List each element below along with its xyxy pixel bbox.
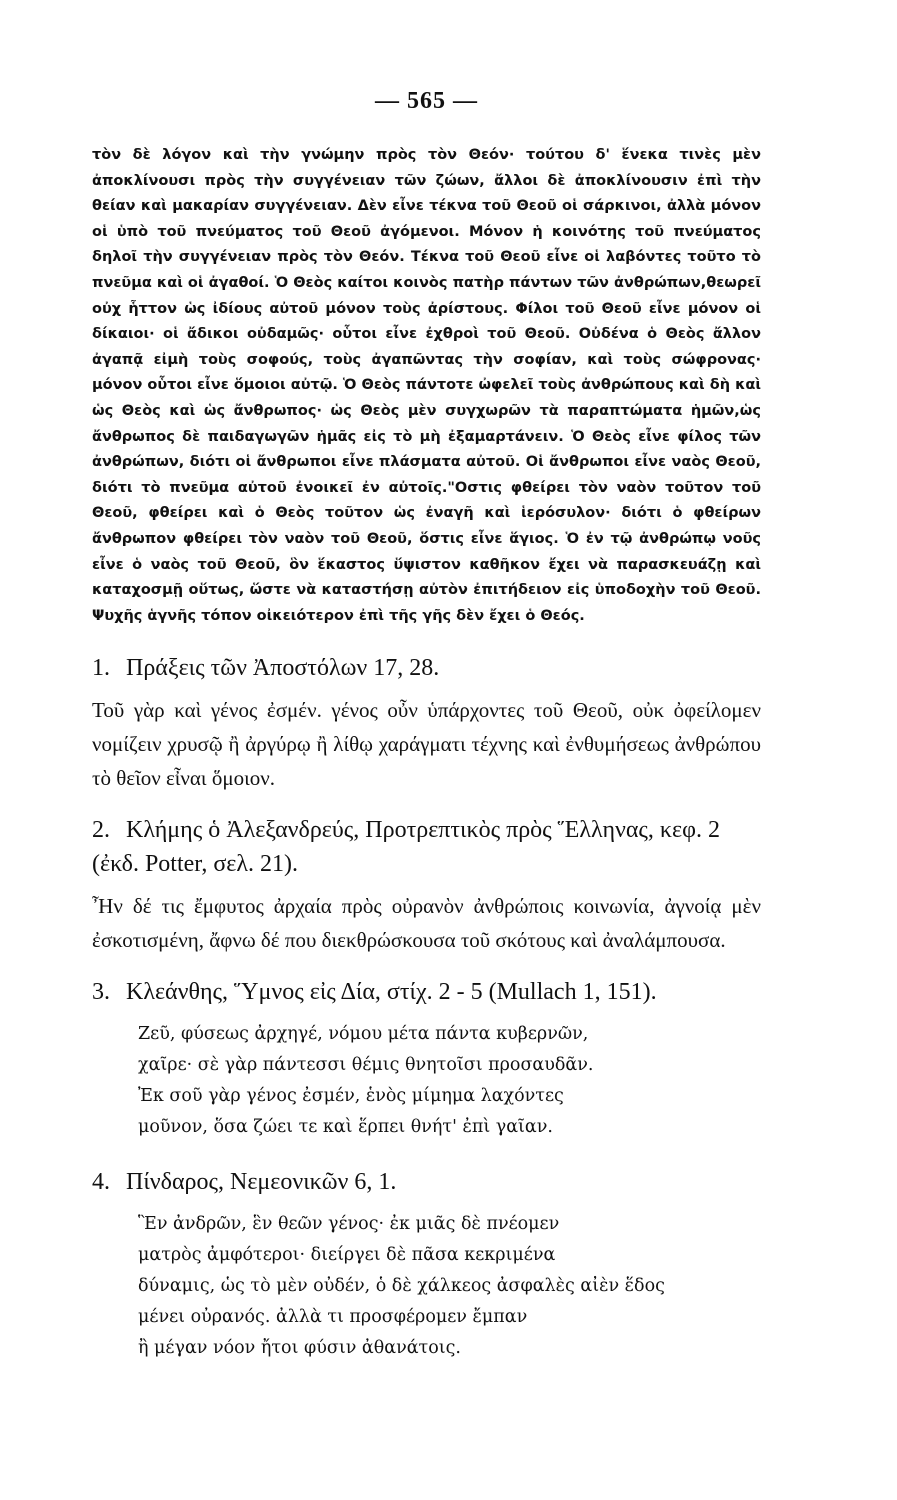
- citation-title: Κλήμης ὁ Ἀλεξανδρεύς, Προτρεπτικὸς πρὸς Ἕλληνας, κεφ. 2 (ἐκδ. Potter, σελ. 21).: [92, 817, 720, 878]
- verse-line: Ἓν ἀνδρῶν, ἓν θεῶν γένος· ἐκ μιᾶς δὲ πνέομεν: [138, 1214, 560, 1235]
- citation-section-2: [92, 813, 761, 957]
- citation-section-1: [92, 651, 761, 795]
- citation-text: Τοῦ γὰρ καὶ γένος ἐσμέν. γένος οὖν ὑπάρχοντες τοῦ Θεοῦ, οὐκ ὀφείλομεν νομίζειν χρυσῷ ἢ ἀργύρῳ ἢ λίθῳ χαράγματι τέχνης καὶ ἐνθυμήσεως ἀνθρώπου τὸ θεῖον εἶναι ὅμοιον.: [92, 698, 761, 791]
- citation-heading: [92, 1165, 761, 1199]
- verse-line: Ζεῦ, φύσεως ἀρχηγέ, νόμου μέτα πάντα κυβερνῶν,: [138, 1024, 589, 1045]
- citation-title: Κλεάνθης, Ὕμνος εἰς Δία, στίχ. 2 - 5 (Mullach 1, 151).: [126, 979, 657, 1006]
- citation-number: 3.: [92, 979, 110, 1006]
- citation-text: Ἦν δέ τις ἔμφυτος ἀρχαία πρὸς οὐρανὸν ἀνθρώποις κοινωνία, ἀγνοίᾳ μὲν ἐσκοτισμένη, ἄφνω δέ που διεκθρώσκουσα τοῦ σκότους καὶ ἀναλάμπουσα.: [92, 894, 761, 953]
- verse-line: μένει οὐρανός. ἀλλὰ τι προσφέρομεν ἔμπαν: [138, 1307, 528, 1328]
- citation-section-3: [92, 975, 761, 1143]
- verse-line: δύναμις, ὡς τὸ μὲν οὐδέν, ὁ δὲ χάλκεος ἀσφαλὲς αἰὲν ἕδος: [138, 1276, 665, 1297]
- verse-line: χαῖρε· σὲ γὰρ πάντεσσι θέμις θνητοῖσι προσαυδᾶν.: [138, 1055, 594, 1076]
- citation-number: 2.: [92, 817, 110, 844]
- verse-line: ἢ μέγαν νόον ἤτοι φύσιν ἀθανάτοις.: [138, 1338, 461, 1359]
- citation-number: 4.: [92, 1169, 110, 1196]
- verse-line: Ἐκ σοῦ γὰρ γένος ἐσμέν, ἑνὸς μίμημα λαχόντες: [138, 1086, 564, 1107]
- citation-heading: [92, 651, 761, 685]
- citation-heading: [92, 813, 761, 881]
- citation-heading: [92, 975, 761, 1009]
- verse-line: ματρὸς ἀμφότεροι· διείργει δὲ πᾶσα κεκριμένα: [138, 1245, 556, 1266]
- verse-line: μοῦνον, ὅσα ζώει τε καὶ ἕρπει θνήτ' ἐπὶ γαῖαν.: [138, 1117, 553, 1138]
- verse-block: [92, 1209, 761, 1364]
- intro-paragraph: τὸν δὲ λόγον καὶ τὴν γνώμην πρὸς τὸν Θεόν· τούτου δ' ἕνεκα τινὲς μὲν ἀποκλίνουσι πρὸς τὴν συγγένειαν τῶν ζώων, ἄλλοι δὲ ἀποκλίνουσιν ἐπὶ τὴν θείαν καὶ μακαρίαν συγγένειαν. Δὲν εἶνε τέκνα τοῦ Θεοῦ οἱ σάρκινοι, ἀλλὰ μόνον οἱ ὑπὸ τοῦ πνεύματος τοῦ Θεοῦ ἀγόμενοι. Μόνον ἡ κοινότης τοῦ πνεύματος δηλοῖ τὴν συγγένειαν πρὸς τὸν Θεόν. Τέκνα τοῦ Θεοῦ εἶνε οἱ λαβόντες τοῦτο τὸ πνεῦμα καὶ οἱ ἀγαθοί. Ὁ Θεὸς καίτοι κοινὸς πατὴρ πάντων τῶν ἀνθρώπων,θεωρεῖ οὐχ ἧττον ὡς ἰδίους αὐτοῦ μόνον τοὺς ἀρίστους. Φίλοι τοῦ Θεοῦ εἶνε μόνον οἱ δίκαιοι· οἱ ἄδικοι οὐδαμῶς· οὗτοι εἶνε ἐχθροὶ τοῦ Θεοῦ. Οὐδένα ὁ Θεὸς ἄλλον ἀγαπᾷ εἰμὴ τοὺς σοφούς, τοὺς ἀγαπῶντας τὴν σοφίαν, καὶ τοὺς σώφρονας· μόνον οὗτοι εἶνε ὅμοιοι αὐτῷ. Ὁ Θεὸς πάντοτε ὠφελεῖ τοὺς ἀνθρώπους καὶ δὴ καὶ ὡς Θεὸς καὶ ὡς ἄνθρωπος· ὡς Θεὸς μὲν συγχωρῶν τὰ παραπτώματα ἡμῶν,ὡς ἄνθρωπος δὲ παιδαγωγῶν ἡμᾶς εἰς τὸ μὴ ἐξαμαρτάνειν. Ὁ Θεὸς εἶνε φίλος τῶν ἀνθρώπων, διότι οἱ ἄνθρωποι εἶνε πλάσματα αὐτοῦ. Οἱ ἄνθρωποι εἶνε ναὸς Θεοῦ, διότι τὸ πνεῦμα αὐτοῦ ἐνοικεῖ ἐν αὐτοῖς."Οστις φθείρει τὸν ναὸν τοῦτον τοῦ Θεοῦ, φθείρει καὶ ὁ Θεὸς τοῦτον ὡς ἐναγῆ καὶ ἱερόσυλον· διότι ὁ φθείρων ἄνθρωπον φθείρει τὸν ναὸν τοῦ Θεοῦ, ὅστις εἶνε ἅγιος. Ὁ ἐν τῷ ἀνθρώπῳ νοῦς εἶνε ὁ ναὸς τοῦ Θεοῦ, ὃν ἕκαστος ὕψιστον καθῆκον ἔχει νὰ παρασκευάζῃ καὶ καταχοσμῇ οὕτως, ὥστε νὰ καταστήσῃ αὐτὸν ἐπιτήδειον εἰς ὑποδοχὴν τοῦ Θεοῦ. Ψυχῆς ἁγνῆς τόπον οἰκειότερον ἐπὶ τῆς γῆς δὲν ἔχει ὁ Θεός.: [92, 147, 761, 624]
- verse-block: [92, 1019, 761, 1143]
- citation-number: 1.: [92, 655, 110, 682]
- citation-section-4: [92, 1165, 761, 1364]
- citation-title: Πράξεις τῶν Ἀποστόλων 17, 28.: [126, 655, 440, 682]
- page-number: — 565 —: [375, 88, 478, 114]
- citation-title: Πίνδαρος, Νεμεονικῶν 6, 1.: [126, 1169, 397, 1196]
